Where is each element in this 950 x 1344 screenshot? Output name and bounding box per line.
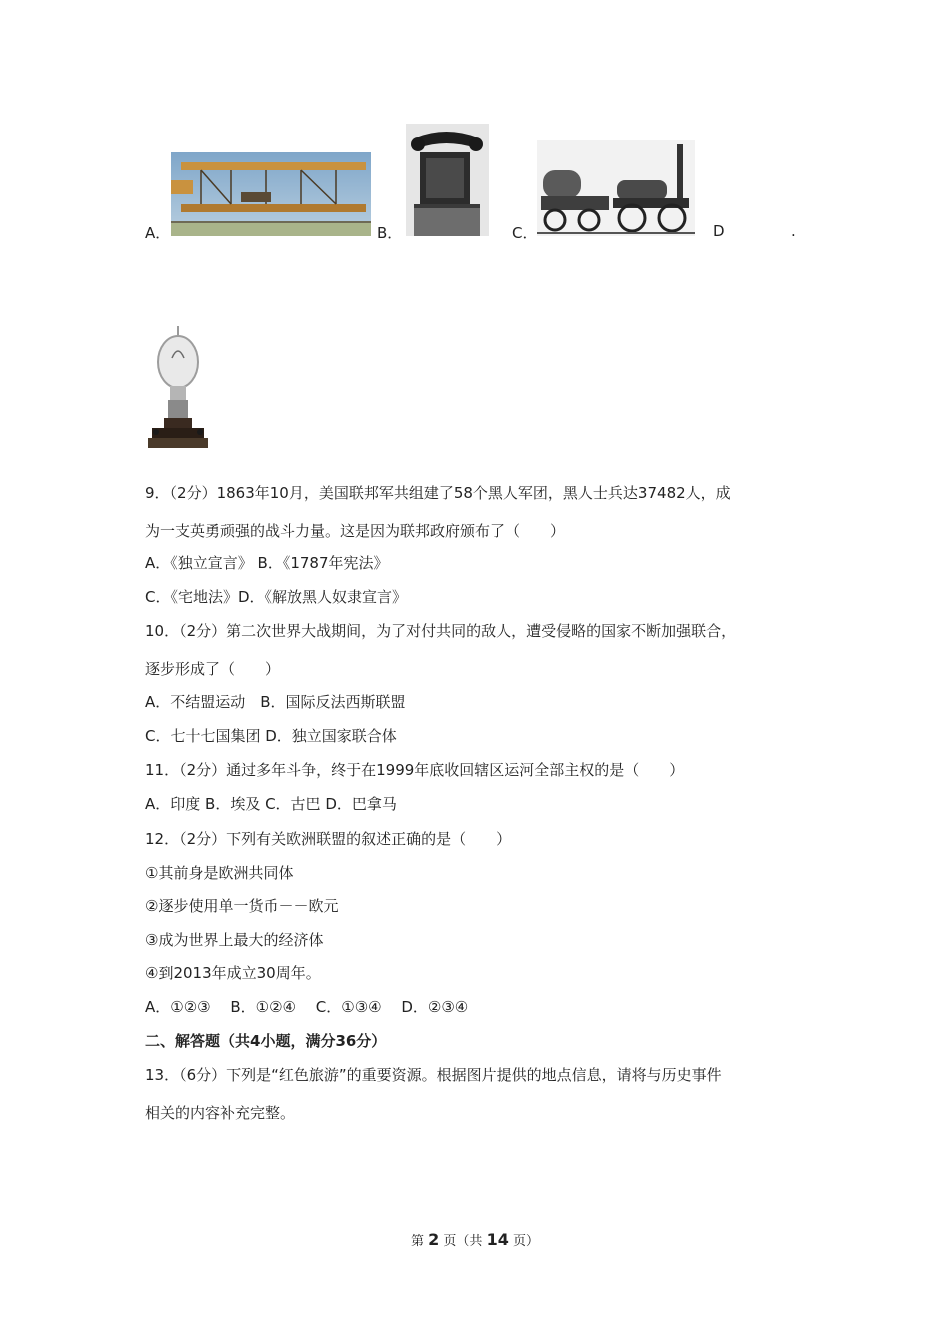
- footer-suffix: 页）: [512, 1234, 539, 1249]
- question-9-options-ab: A．《独立宣言》 B．《1787年宪法》: [145, 554, 389, 572]
- footer-page-number: 2: [428, 1230, 440, 1249]
- question-12-statement-2: ②逐步使用单一货币－－欧元: [145, 897, 339, 915]
- option-c-label: C．: [512, 224, 538, 242]
- light-bulb-image: [144, 324, 212, 456]
- locomotive-image: [537, 140, 695, 236]
- option-d-label: D: [713, 222, 725, 240]
- question-12-options: A．①②③ B．①②④ C．①③④ D．②③④: [145, 998, 469, 1016]
- question-13-line-2: 相关的内容补充完整。: [145, 1104, 296, 1122]
- question-9-options-cd: C．《宅地法》D．《解放黑人奴隶宣言》: [145, 588, 408, 606]
- footer-middle: 页（共: [443, 1234, 483, 1249]
- question-9-line-1: 9．（2分）1863年10月，美国联邦军共组建了58个黑人军团，黑人士兵达37482人，成: [145, 484, 731, 502]
- option-d-period: .: [791, 222, 796, 240]
- question-12-line-1: 12．（2分）下列有关欧洲联盟的叙述正确的是（ ）: [145, 830, 512, 848]
- footer-prefix: 第: [410, 1234, 424, 1249]
- section-2-heading: 二、解答题（共4小题，满分36分）: [145, 1032, 387, 1050]
- question-10-line-1: 10．（2分）第二次世界大战期间，为了对付共同的敌人，遭受侵略的国家不断加强联合，: [145, 622, 737, 640]
- telephone-image: [406, 124, 489, 236]
- question-10-options-cd: C．七十七国集团 D．独立国家联合体: [145, 727, 397, 745]
- question-11-line-1: 11．（2分）通过多年斗争，终于在1999年底收回辖区运河全部主权的是（ ）: [145, 761, 685, 779]
- question-13-line-1: 13．（6分）下列是“红色旅游”的重要资源。根据图片提供的地点信息，请将与历史事件: [145, 1066, 722, 1084]
- question-12-statement-3: ③成为世界上最大的经济体: [145, 931, 324, 949]
- question-9-line-2: 为一支英勇顽强的战斗力量。这是因为联邦政府颁布了（ ）: [145, 522, 566, 540]
- question-12-statement-4: ④到2013年成立30周年。: [145, 964, 321, 982]
- page-footer: [0, 1230, 950, 1249]
- option-a-label: A．: [145, 224, 171, 242]
- footer-total-pages: 14: [486, 1230, 509, 1249]
- option-b-label: B．: [377, 224, 403, 242]
- question-12-statement-1: ①其前身是欧洲共同体: [145, 864, 294, 882]
- airplane-image: [171, 152, 371, 236]
- question-11-options: A．印度 B．埃及 C．古巴 D．巴拿马: [145, 795, 397, 813]
- question-10-options-ab: A．不结盟运动 B．国际反法西斯联盟: [145, 693, 406, 711]
- question-10-line-2: 逐步形成了（ ）: [145, 660, 281, 678]
